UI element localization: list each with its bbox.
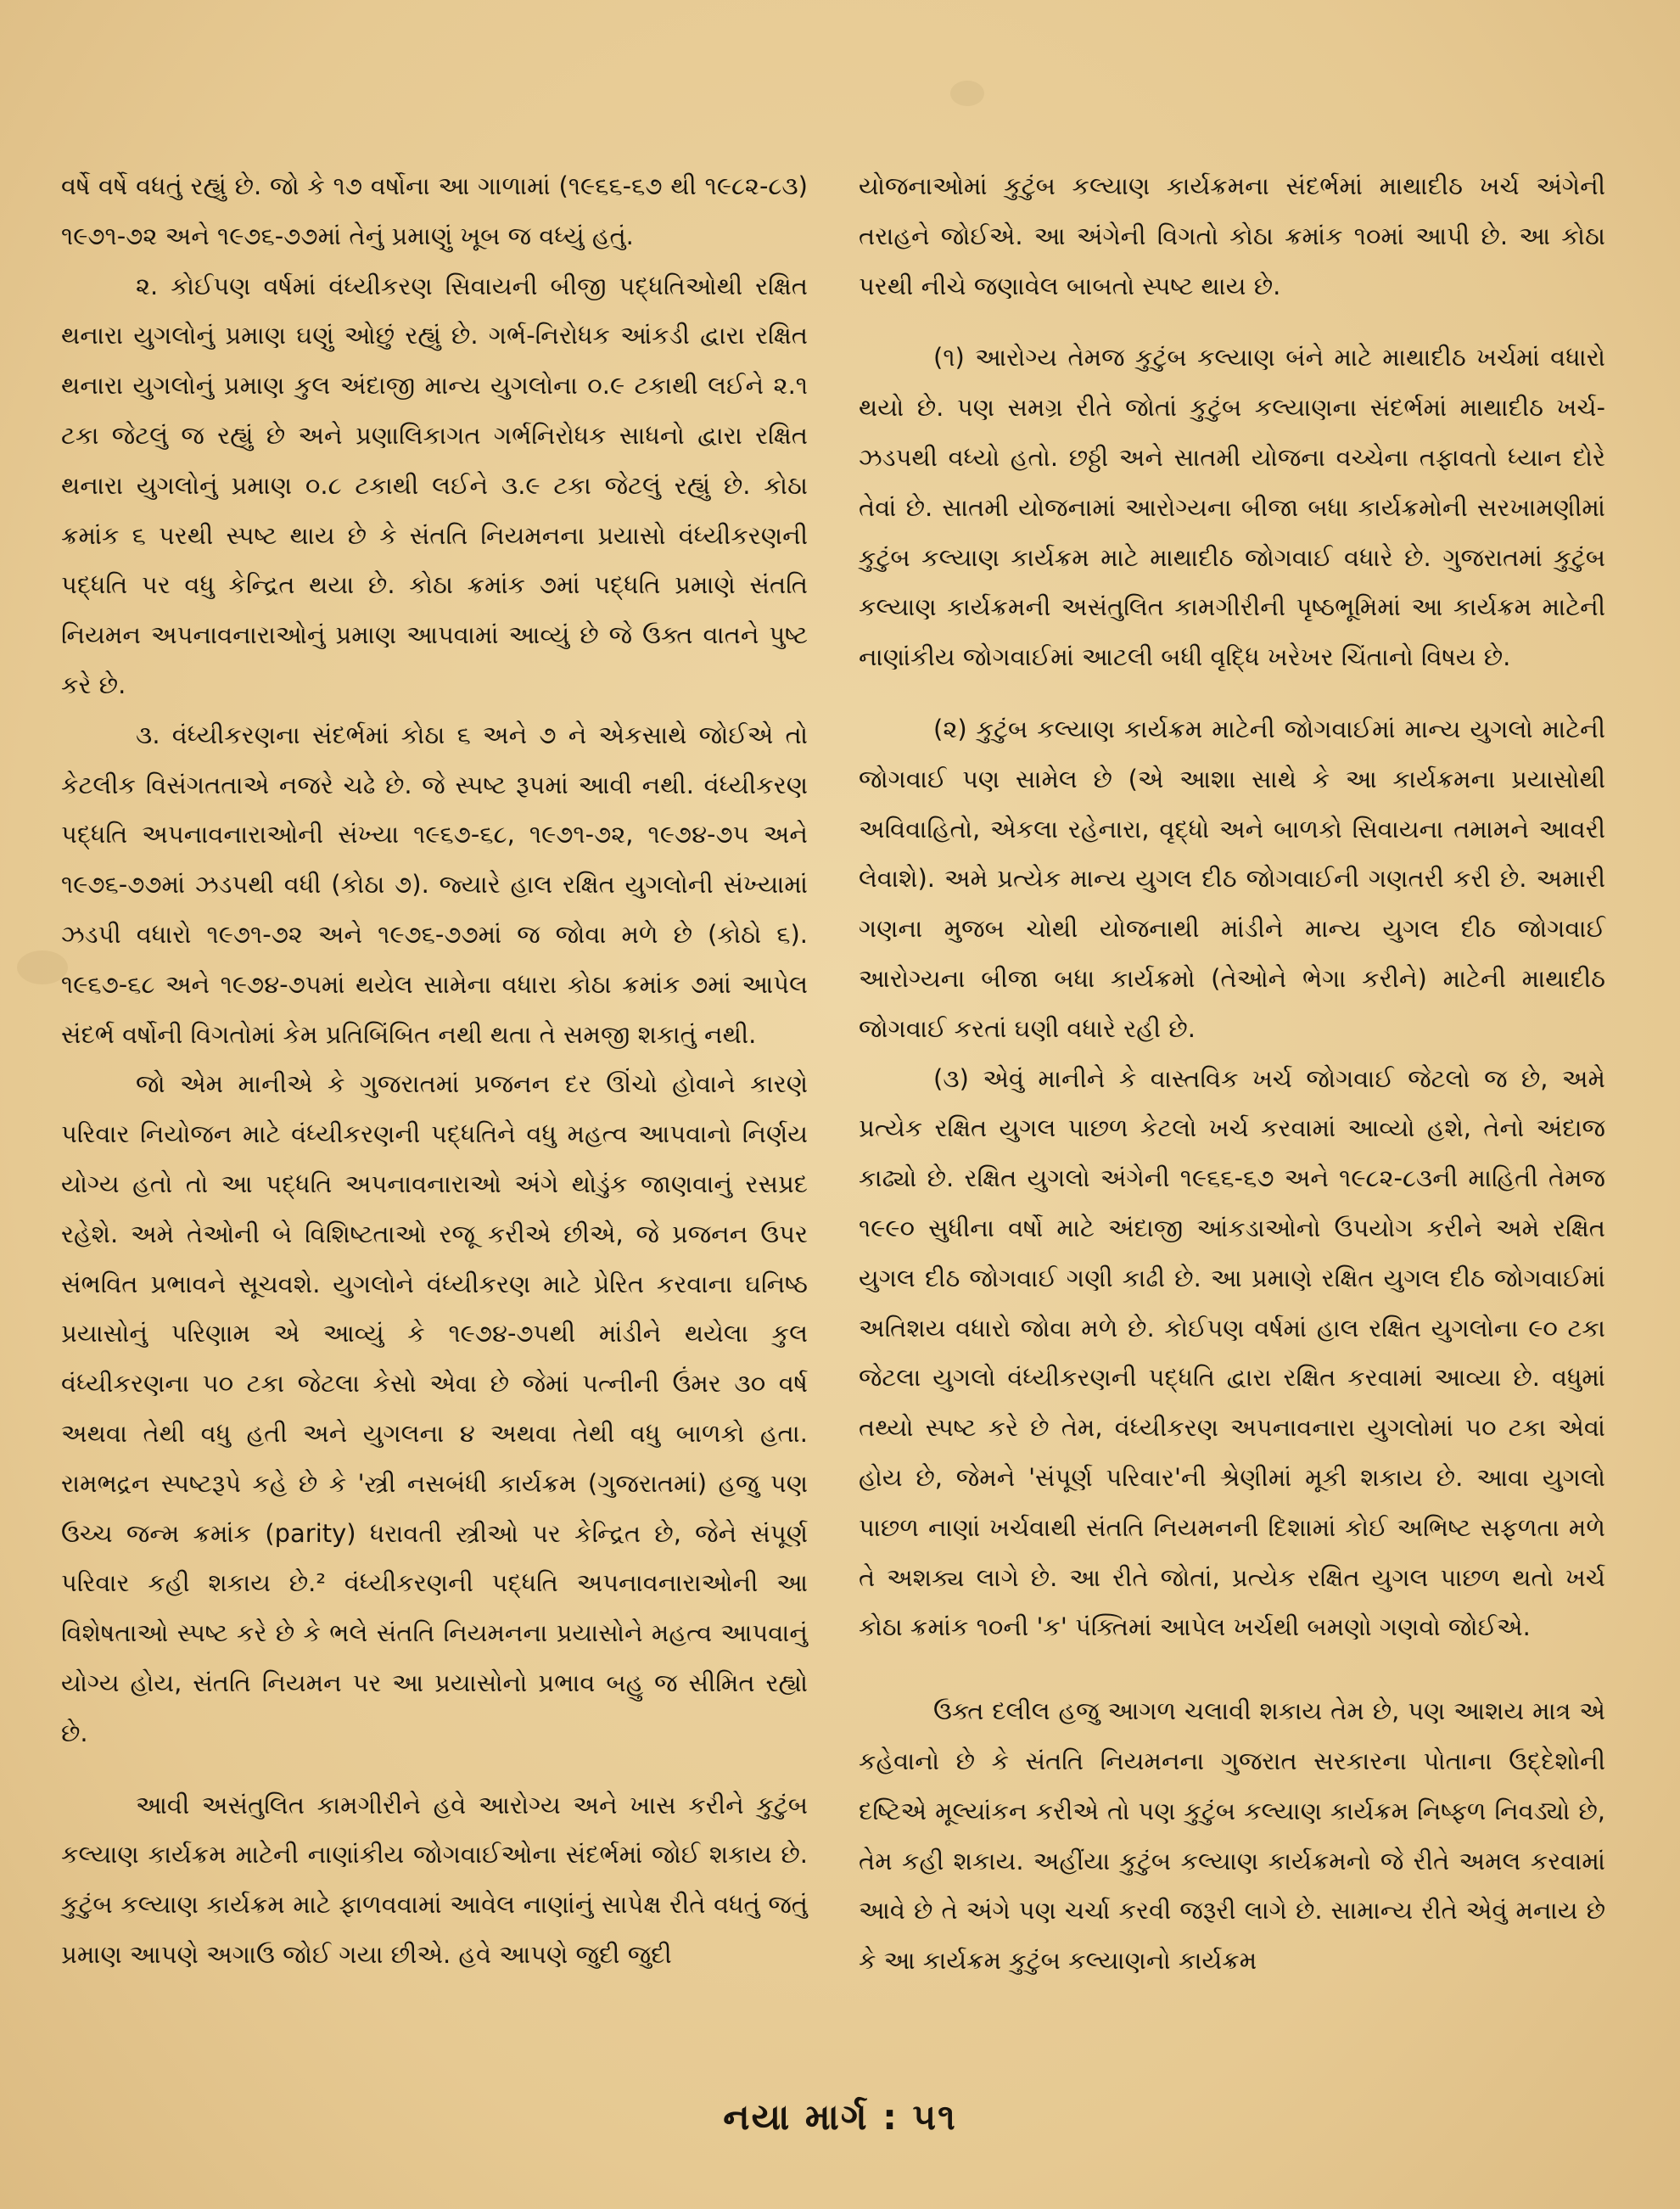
paragraph: યોજનાઓમાં કુટુંબ કલ્યાણ કાર્યક્રમના સંદર્ભમાં માથાદીઠ ખર્ચ અંગેની તરાહને જોઈએ. આ અંગેની વિગતો કોઠા ક્રમાંક ૧૦માં આપી છે. આ કોઠા પરથી નીચે જણાવેલ બાબતો સ્પષ્ટ થાય છે. xyxy=(859,171,1605,300)
left-column xyxy=(61,161,808,1980)
paragraph: જો એમ માનીએ કે ગુજરાતમાં પ્રજનન દર ઊંચો હોવાને કારણે પરિવાર નિયોજન માટે વંધ્યીકરણની પદ્ધતિને વધુ મહત્વ આપવાનો નિર્ણય યોગ્ય હતો તો આ પદ્ધતિ અપનાવનારાઓ અંગે થોડુંક જાણવાનું રસપ્રદ રહેશે. અમે તેઓની બે વિશિષ્ટતાઓ રજૂ કરીએ છીએ, જે પ્રજનન ઉપર સંભવિત પ્રભાવને સૂચવશે. યુગલોને વંધ્યીકરણ માટે પ્રેરિત કરવાના ઘનિષ્ઠ પ્રયાસોનું પરિણામ એ આવ્યું કે ૧૯૭૪-૭૫થી માંડીને થયેલા કુલ વંધ્યીકરણના ૫૦ ટકા જેટલા કેસો એવા છે જેમાં પત્નીની ઉંમર ૩૦ વર્ષ અથવા તેથી વધુ હતી અને યુગલના ૪ અથવા તેથી વધુ બાળકો હતા. રામભદ્રન સ્પષ્ટરૂપે કહે છે કે 'સ્ત્રી નસબંધી કાર્યક્રમ (ગુજરાતમાં) હજુ પણ ઉચ્ચ જન્મ ક્રમાંક (parity) ધરાવતી સ્ત્રીઓ પર કેન્દ્રિત છે, જેને સંપૂર્ણ પરિવાર કહી શકાય છે.² વંધ્યીકરણની પદ્ધતિ અપનાવનારાઓની આ વિશેષતાઓ સ્પષ્ટ કરે છે કે ભલે સંતતિ નિયમનના પ્રયાસોને મહત્વ આપવાનું યોગ્ય હોય, સંતતિ નિયમન પર આ પ્રયાસોનો પ્રભાવ બહુ જ સીમિત રહ્યો છે. xyxy=(61,1069,808,1747)
paragraph: (૨) કુટુંબ કલ્યાણ કાર્યક્રમ માટેની જોગવાઈમાં માન્ય યુગલો માટેની જોગવાઈ પણ સામેલ છે (એ આશા સાથે કે આ કાર્યક્રમના પ્રયાસોથી અવિવાહિતો, એકલા રહેનારા, વૃદ્ધો અને બાળકો સિવાયના તમામને આવરી લેવાશે). અમે પ્રત્યેક માન્ય યુગલ દીઠ જોગવાઈની ગણતરી કરી છે. અમારી ગણના મુજબ ચોથી યોજનાથી માંડીને માન્ય યુગલ દીઠ જોગવાઈ આરોગ્યના બીજા બધા કાર્યક્રમો (તેઓને ભેગા કરીને) માટેની માથાદીઠ જોગવાઈ કરતાં ઘણી વધારે રહી છે. xyxy=(859,714,1605,1043)
paragraph: આવી અસંતુલિત કામગીરીને હવે આરોગ્ય અને ખાસ કરીને કુટુંબ કલ્યાણ કાર્યક્રમ માટેની નાણાંકીય જોગવાઈઓના સંદર્ભમાં જોઈ શકાય છે. કુટુંબ કલ્યાણ કાર્યક્રમ માટે ફાળવવામાં આવેલ નાણાંનું સાપેક્ષ રીતે વધતું જતું પ્રમાણ આપણે અગાઉ જોઈ ગયા છીએ. હવે આપણે જુદી જુદી xyxy=(61,1790,808,1969)
page-footer: નયા માર્ગ : ૫૧ xyxy=(723,2096,957,2138)
paragraph: ઉક્ત દલીલ હજુ આગળ ચલાવી શકાય તેમ છે, પણ આશય માત્ર એ કહેવાનો છે કે સંતતિ નિયમનના ગુજરાત સરકારના પોતાના ઉદ્દેશોની દષ્ટિએ મૂલ્યાંકન કરીએ તો પણ કુટુંબ કલ્યાણ કાર્યક્રમ નિષ્ફળ નિવડ્યો છે, તેમ કહી શકાય. અહીંયા કુટુંબ કલ્યાણ કાર્યક્રમનો જે રીતે અમલ કરવામાં આવે છે તે અંગે પણ ચર્ચા કરવી જરૂરી લાગે છે. સામાન્ય રીતે એવું મનાય છે કે આ કાર્યક્રમ કુટુંબ કલ્યાણનો કાર્યક્રમ xyxy=(859,1696,1605,1976)
paragraph: (૩) એવું માનીને કે વાસ્તવિક ખર્ચ જોગવાઈ જેટલો જ છે, અમે પ્રત્યેક રક્ષિત યુગલ પાછળ કેટલો ખર્ચ કરવામાં આવ્યો હશે, તેનો અંદાજ કાઢ્યો છે. રક્ષિત યુગલો અંગેની ૧૯૬૬-૬૭ અને ૧૯૮૨-૮૩ની માહિતી તેમજ ૧૯૯૦ સુધીના વર્ષો માટે અંદાજી આંકડાઓનો ઉપયોગ કરીને અમે રક્ષિત યુગલ દીઠ જોગવાઈ ગણી કાઢી છે. આ પ્રમાણે રક્ષિત યુગલ દીઠ જોગવાઈમાં અતિશય વધારો જોવા મળે છે. કોઈપણ વર્ષમાં હાલ રક્ષિત યુગલોના ૯૦ ટકા જેટલા યુગલો વંધ્યીકરણની પદ્ધતિ દ્વારા રક્ષિત કરવામાં આવ્યા છે. વધુમાં તથ્યો સ્પષ્ટ કરે છે તેમ, વંધ્યીકરણ અપનાવનારા યુગલોમાં ૫૦ ટકા એવાં હોય છે, જેમને 'સંપૂર્ણ પરિવાર'ની શ્રેણીમાં મૂકી શકાય છે. આવા યુગલો પાછળ નાણાં ખર્ચવાથી સંતતિ નિયમનની દિશામાં કોઈ અભિષ્ટ સફળતા મળે તે અશક્ય લાગે છે. આ રીતે જોતાં, પ્રત્યેક રક્ષિત યુગલ પાછળ થતો ખર્ચ કોઠા ક્રમાંક ૧૦ની 'ક' પંક્તિમાં આપેલ ખર્ચથી બમણો ગણવો જોઈએ. xyxy=(859,1063,1605,1642)
paragraph: ૩. વંધ્યીકરણના સંદર્ભમાં કોઠા ૬ અને ૭ ને એકસાથે જોઈએ તો કેટલીક વિસંગતતાએ નજરે ચઢે છે. જે સ્પષ્ટ રૂપમાં આવી નથી. વંધ્યીકરણ પદ્ધતિ અપનાવનારાઓની સંખ્યા ૧૯૬૭-૬૮, ૧૯૭૧-૭૨, ૧૯૭૪-૭૫ અને ૧૯૭૬-૭૭માં ઝડપથી વધી (કોઠા ૭). જ્યારે હાલ રક્ષિત યુગલોની સંખ્યામાં ઝડપી વધારો ૧૯૭૧-૭૨ અને ૧૯૭૬-૭૭માં જ જોવા મળે છે (કોઠો ૬). ૧૯૬૭-૬૮ અને ૧૯૭૪-૭૫માં થયેલ સામેના વધારા કોઠા ક્રમાંક ૭માં આપેલ સંદર્ભ વર્ષોની વિગતોમાં કેમ પ્રતિબિંબિત નથી થતા તે સમજી શકાતું નથી. xyxy=(61,720,808,1049)
paragraph: વર્ષે વર્ષે વધતું રહ્યું છે. જો કે ૧૭ વર્ષોના આ ગાળામાં (૧૯૬૬-૬૭ થી ૧૯૮૨-૮૩) ૧૯૭૧-૭૨ અને ૧૯૭૬-૭૭માં તેનું પ્રમાણું ખૂબ જ વધ્યું હતું. xyxy=(61,171,808,250)
paragraph: (૧) આરોગ્ય તેમજ કુટુંબ કલ્યાણ બંને માટે માથાદીઠ ખર્ચમાં વધારો થયો છે. પણ સમગ્ર રીતે જોતાં કુટુંબ કલ્યાણના સંદર્ભમાં માથાદીઠ ખર્ચ-ઝડપથી વધ્યો હતો. છઠ્ઠી અને સાતમી યોજના વચ્ચેના તફાવતો ધ્યાન દોરે તેવાં છે. સાતમી યોજનામાં આરોગ્યના બીજા બધા કાર્યક્રમોની સરખામણીમાં કુટુંબ કલ્યાણ કાર્યક્રમ માટે માથાદીઠ જોગવાઈ વધારે છે. ગુજરાતમાં કુટુંબ કલ્યાણ કાર્યક્રમની અસંતુલિત કામગીરીની પૃષ્ઠભૂમિમાં આ કાર્યક્રમ માટેની નાણાંકીય જોગવાઈમાં આટલી બધી વૃદ્ધિ ખરેખર ચિંતાનો વિષય છે. xyxy=(859,343,1605,672)
right-column xyxy=(859,161,1605,1986)
paper-stain xyxy=(950,81,984,106)
paper-stain xyxy=(17,950,68,984)
paragraph: ૨. કોઈપણ વર્ષમાં વંધ્યીકરણ સિવાયની બીજી પદ્ધતિઓથી રક્ષિત થનારા યુગલોનું પ્રમાણ ઘણું ઓછું રહ્યું છે. ગર્ભ-નિરોધક આંકડી દ્વારા રક્ષિત થનારા યુગલોનું પ્રમાણ કુલ અંદાજી માન્ય યુગલોના ૦.૯ ટકાથી લઈને ૨.૧ ટકા જેટલું જ રહ્યું છે અને પ્રણાલિકાગત ગર્ભનિરોધક સાધનો દ્વારા રક્ષિત થનારા યુગલોનું પ્રમાણ ૦.૮ ટકાથી લઈને ૩.૯ ટકા જેટલું રહ્યું છે. કોઠા ક્રમાંક ૬ પરથી સ્પષ્ટ થાય છે કે સંતતિ નિયમનના પ્રયાસો વંધ્યીકરણની પદ્ધતિ પર વધુ કેન્દ્રિત થયા છે. કોઠા ક્રમાંક ૭માં પદ્ધતિ પ્રમાણે સંતતિ નિયમન અપનાવનારાઓનું પ્રમાણ આપવામાં આવ્યું છે જે ઉક્ત વાતને પુષ્ટ કરે છે. xyxy=(61,271,808,699)
